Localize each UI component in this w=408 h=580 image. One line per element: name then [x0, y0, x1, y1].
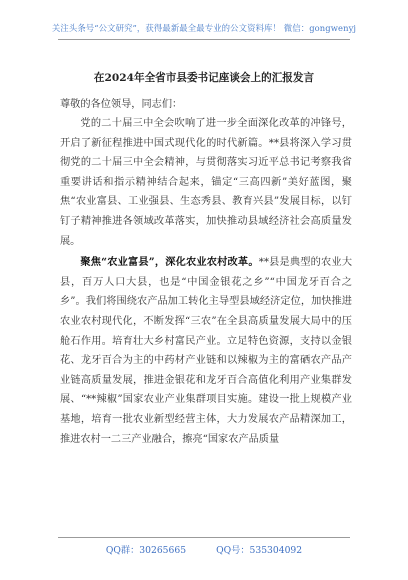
- footer-qq-number: QQ号：535304092: [216, 545, 303, 556]
- footer-qq-group: QQ群：30265665: [105, 545, 187, 556]
- salutation: 尊敬的各位领导，同志们：: [60, 99, 183, 110]
- paragraph-agriculture: [60, 253, 352, 449]
- paragraph-heading: 聚焦“农业富县”，深化农业农村改革。: [80, 256, 259, 269]
- document-body: [60, 114, 352, 449]
- header-note: 关注头条号“公文研究”，获得最新最全最专业的公文资料库！ 微信：gongwenyj: [51, 23, 357, 33]
- footer-divider: [58, 537, 350, 538]
- document-title: 在2024年全省市县委书记座谈会上的汇报发言: [93, 72, 315, 84]
- paragraph-intro: 党的二十届三中全会吹响了进一步全面深化改革的冲锋号，开启了新征程推进中国式现代化的时代新篇。**县将深入学习贯彻党的二十届三中全会精神，与贯彻落实习近平总书记考察我省重要讲话和指示精神结合起来，锚定“三高四新”美好蓝图，聚焦“农业富县、工业强县、生态秀县、教育兴县”发展目标，以钉钉子精神推进各领域改革落实，加快推动县域经济社会高质量发展。: [60, 118, 352, 247]
- header-divider: [58, 39, 350, 40]
- footer: [0, 542, 408, 556]
- paragraph-text: **县是典型的农业大县，百万人口大县，也是“中国金银花之乡”“中国龙牙百合之乡”。我们将围绕农产品加工转化主导型县域经济定位，加快推进农业农村现代化，不断发挥“三农”在全县高质量发展大局中的压舱石作用。培育壮大乡村富民产业。立足特色资源，支持以金银花、龙牙百合为主的中药材产业链和以辣椒为主的富硒农产品产业链高质量发展，推进金银花和龙牙百合高值化利用产业集群发展、“**辣椒”国家农业产业集群项目实施。建设一批上规模产业基地，培育一批农业新型经营主体，大力发展农产品精深加工，推进农村一二三产业融合，擦亮“国家农产品质量: [60, 257, 353, 445]
